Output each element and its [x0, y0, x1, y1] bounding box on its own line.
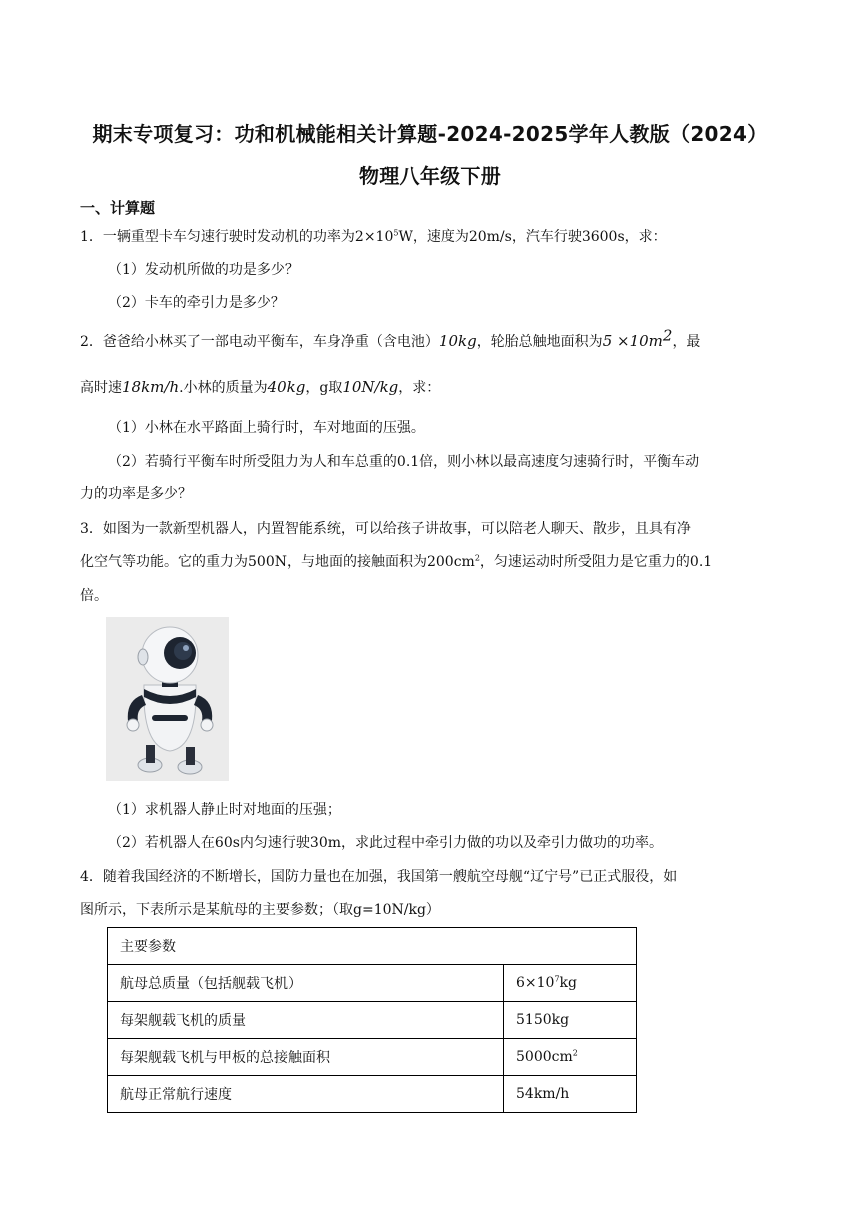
question-4-stem-line-2: 图所示，下表所示是某航母的主要参数；（取g=10N/kg）: [80, 902, 440, 918]
q2-g-formula: 10N/kg: [342, 378, 399, 396]
q2-speed-formula: 18km/h: [122, 378, 180, 396]
robot-image: [106, 617, 229, 781]
table-row: [108, 1039, 637, 1076]
question-2-sub-1: （1）小林在水平路面上骑行时，车对地面的压强。: [108, 420, 425, 436]
value-text: 54km/h: [516, 1086, 570, 1102]
table-row: [108, 1076, 637, 1113]
table-cell-value: [504, 965, 637, 1002]
q2-text: ，轮胎总触地面积为: [476, 334, 603, 350]
table-cell-value: [504, 1076, 637, 1113]
question-2-stem-line-1: [80, 326, 780, 351]
robot-illustration: [106, 617, 229, 781]
q3-text: 化空气等功能。它的重力为500N，与地面的接触面积为200cm: [80, 554, 475, 570]
question-3-sub-2: （2）若机器人在60s内匀速行驶30m，求此过程中牵引力做的功以及牵引力做功的功率。: [108, 835, 663, 851]
table-row: [108, 1002, 637, 1039]
value-exponent: 2: [572, 1048, 578, 1058]
value-text: 5000cm: [516, 1049, 573, 1065]
q2-text: ，最: [672, 334, 701, 350]
table-row: [108, 965, 637, 1002]
value-text: 5150kg: [516, 1012, 570, 1028]
question-2-sub-2: （2）若骑行平衡车时所受阻力为人和车总重的0.1倍，则小林以最高速度匀速骑行时，平衡车动: [108, 454, 700, 470]
q2-text: ，求：: [398, 380, 441, 396]
question-4-stem-line-1: 4．随着我国经济的不断增长，国防力量也在加强，我国第一艘航空母舰“辽宁号”已正式服役，如: [80, 869, 678, 885]
question-3-stem-line-2: [80, 551, 780, 571]
question-3-sub-1: （1）求机器人静止时对地面的压强；: [108, 802, 341, 818]
value-unit: kg: [559, 975, 577, 991]
table-cell-label: 每架舰载飞机的质量: [108, 1002, 504, 1039]
question-1-sub-1: （1）发动机所做的功是多少？: [108, 262, 299, 278]
question-1-sub-2: （2）卡车的牵引力是多少？: [108, 295, 285, 311]
table-header-row: [108, 928, 637, 965]
q2-text: 2．爸爸给小林买了一部电动平衡车，车身净重（含电池）: [80, 334, 439, 350]
q1-text: 1．一辆重型卡车匀速行驶时发动机的功率为2×10: [80, 229, 394, 245]
question-3-stem-line-1: 3．如图为一款新型机器人，内置智能系统，可以给孩子讲故事，可以陪老人聊天、散步，且具有净: [80, 521, 691, 537]
parameters-table: [107, 927, 637, 1113]
question-3-stem-line-3: 倍。: [80, 588, 108, 604]
question-2-stem-line-2: [80, 377, 780, 397]
table-cell-label: 每架舰载飞机与甲板的总接触面积: [108, 1039, 504, 1076]
table-cell-label: 航母正常航行速度: [108, 1076, 504, 1113]
table-header-cell: 主要参数: [108, 928, 637, 965]
question-1-stem: [80, 226, 780, 246]
document-title: 期末专项复习：功和机械能相关计算题-2024-2025学年人教版（2024）: [92, 122, 768, 146]
value-text: 6×10: [516, 975, 555, 991]
section-heading: 一、计算题: [80, 199, 156, 217]
q3-text-tail: ，匀速运动时所受阻力是它重力的0.1: [479, 554, 713, 570]
document-subtitle: 物理八年级下册: [358, 164, 502, 188]
q2-area-exponent: 2: [662, 326, 673, 345]
question-2-sub-2-cont: 力的功率是多少？: [80, 486, 192, 502]
q3-exponent: 2: [474, 553, 480, 563]
q2-text: ，g取: [305, 380, 343, 396]
q1-exponent: 5: [393, 228, 399, 238]
q1-text-tail: W，速度为20m/s，汽车行驶3600s，求：: [398, 229, 667, 245]
table-cell-value: [504, 1039, 637, 1076]
q2-text: 高时速: [80, 380, 122, 396]
q2-text: .小林的质量为: [179, 380, 268, 396]
table-cell-label: 航母总质量（包括舰载飞机）: [108, 965, 504, 1002]
value-exponent: 7: [554, 974, 560, 984]
table-cell-value: [504, 1002, 637, 1039]
q2-mass-formula: 10kg: [438, 332, 477, 350]
q2-person-mass-formula: 40kg: [267, 378, 306, 396]
q2-area-formula: 5 ×10m: [602, 332, 663, 350]
